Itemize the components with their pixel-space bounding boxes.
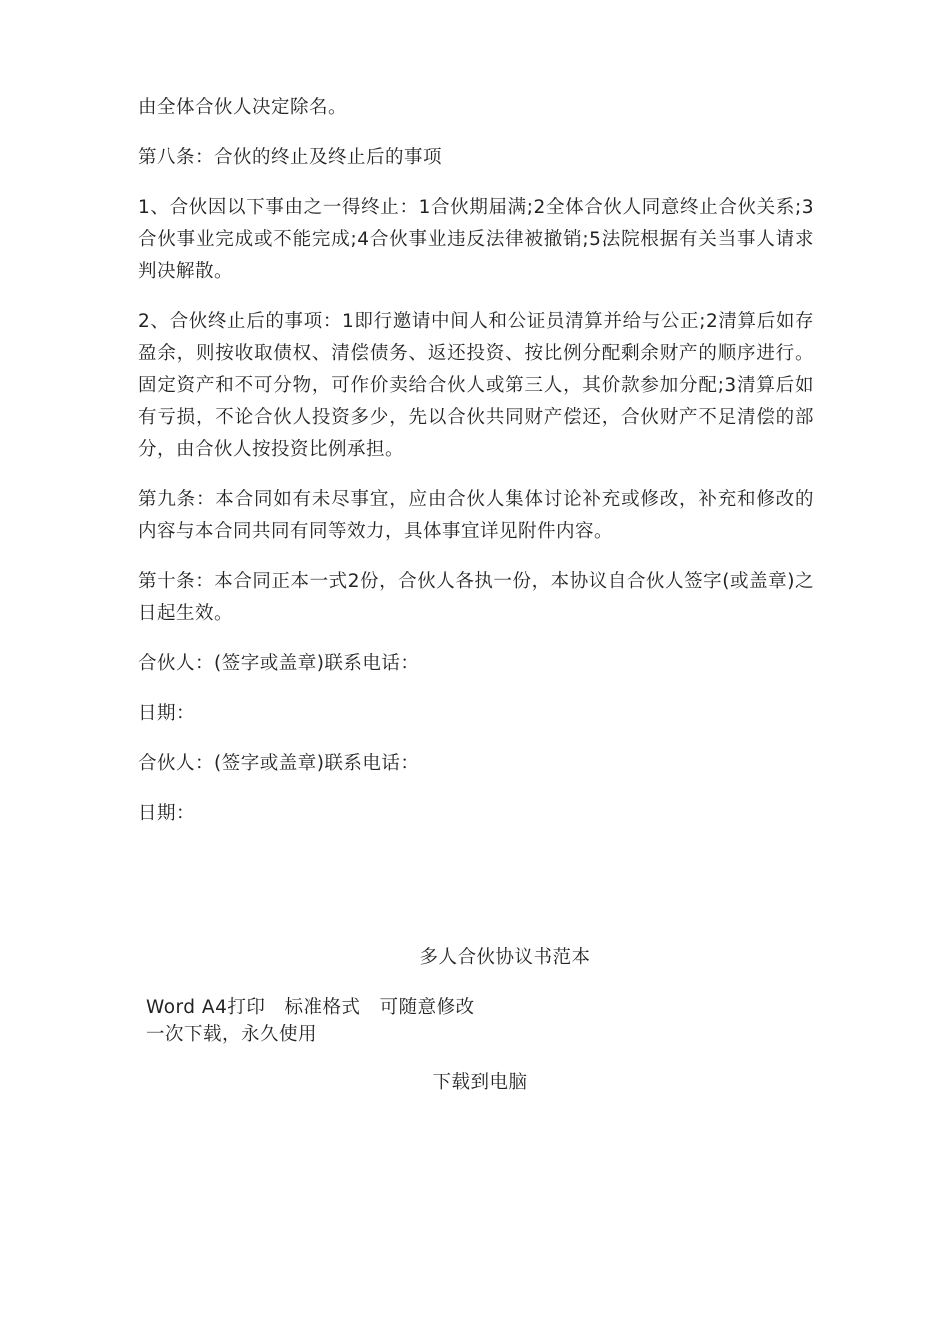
date-line-2: 日期： bbox=[138, 803, 196, 824]
paragraph-termination-causes: 1、合伙因以下事由之一得终止：1合伙期届满;2全体合伙人同意终止合伙关系;3合伙事业完成或不能完成;4合伙事业违反法律被撤销;5法院根据有关当事人请求判决解散。 bbox=[138, 197, 814, 282]
download-to-computer-link[interactable]: 下载到电脑 bbox=[432, 1072, 528, 1093]
signature-line-1: 合伙人：(签字或盖章)联系电话： bbox=[138, 653, 420, 674]
paragraph-expulsion: 由全体合伙人决定除名。 bbox=[138, 97, 348, 118]
template-title: 多人合伙协议书范本 bbox=[419, 947, 591, 968]
heading-article-8: 第八条：合伙的终止及终止后的事项 bbox=[138, 147, 443, 168]
paragraph-article-10: 第十条：本合同正本一式2份，合伙人各执一份，本协议自合伙人签字(或盖章)之日起生效。 bbox=[138, 571, 814, 624]
document-body bbox=[138, 92, 814, 848]
promo-text bbox=[146, 994, 475, 1048]
paragraph-article-9: 第九条：本合同如有未尽事宜，应由合伙人集体讨论补充或修改，补充和修改的内容与本合同共同有同等效力，具体事宜详见附件内容。 bbox=[138, 489, 814, 542]
promo-download-once: 一次下载，永久使用 bbox=[146, 1024, 318, 1045]
date-line-1: 日期： bbox=[138, 703, 196, 724]
paragraph-post-termination: 2、合伙终止后的事项：1即行邀请中间人和公证员清算并给与公正;2清算后如存盈余，则按收取债权、清偿债务、返还投资、按比例分配剩余财产的顺序进行。固定资产和不可分物，可作价卖给合伙人或第三人，其价款参加分配;3清算后如有亏损，不论合伙人投资多少，先以合伙共同财产偿还，合伙财产不足清偿的部分，由合伙人按投资比例承担。 bbox=[138, 311, 814, 460]
signature-line-2: 合伙人：(签字或盖章)联系电话： bbox=[138, 753, 420, 774]
promo-features: Word A4打印 标准格式 可随意修改 bbox=[146, 997, 475, 1018]
